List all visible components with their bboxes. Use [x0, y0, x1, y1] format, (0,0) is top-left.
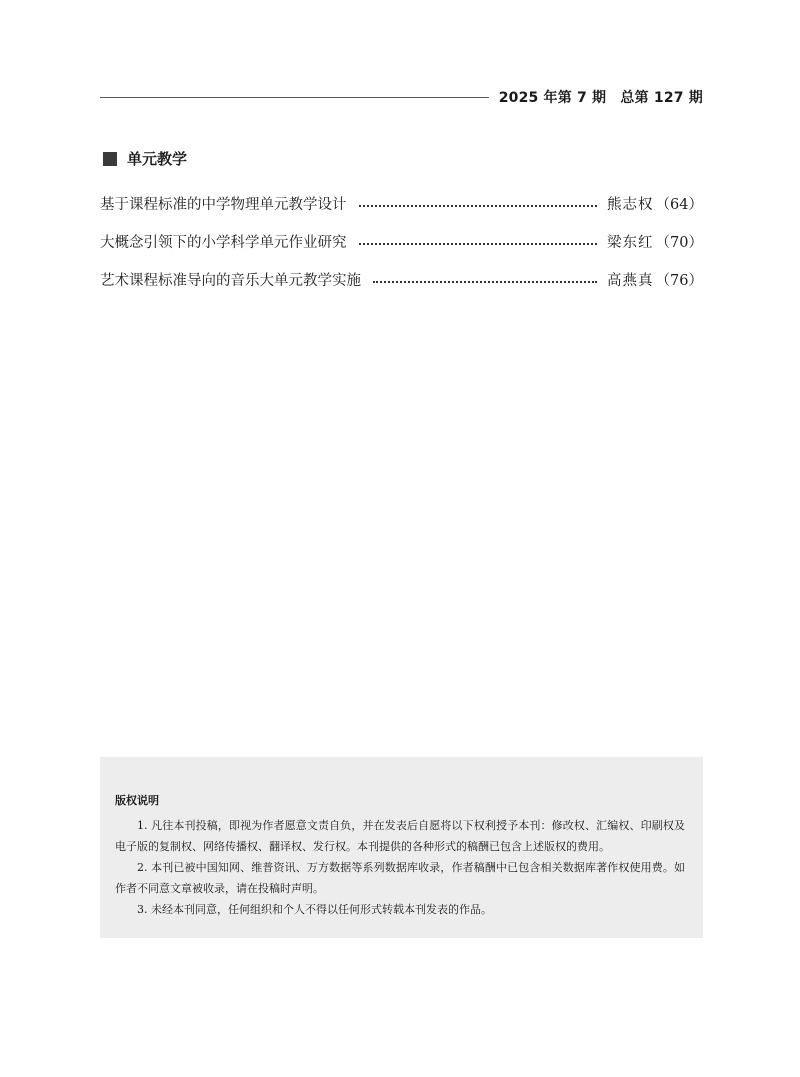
- toc-entry[interactable]: [100, 260, 703, 298]
- copyright-paragraph: 3. 未经本刊同意，任何组织和个人不得以任何形式转载本刊发表的作品。: [137, 903, 492, 916]
- square-bullet-icon: [103, 152, 117, 166]
- toc-entry-author: 高燕真: [607, 272, 654, 289]
- toc-entry-author: 熊志权: [607, 196, 654, 213]
- toc-entry-title: 大概念引领下的小学科学单元作业研究: [100, 234, 347, 251]
- table-of-contents: [100, 184, 703, 298]
- copyright-title: 版权说明: [115, 794, 159, 807]
- copyright-paragraph: 1. 凡往本刊投稿，即视为作者愿意文责自负，并在发表后自愿将以下权利授予本刊：修改权、汇编权、印刷权及电子版的复制权、网络传播权、翻译权、发行权。本刊提供的各种形式的稿酬已包含上述版权的费用。: [115, 819, 685, 853]
- toc-entry-page: （70）: [655, 234, 703, 251]
- copyright-notice: [100, 757, 703, 938]
- page-header: [100, 86, 703, 108]
- toc-entry-page: （76）: [655, 272, 703, 289]
- header-rule: [100, 97, 489, 98]
- issue-number: 2025 年第 7 期 总第 127 期: [498, 90, 703, 106]
- section-title: 单元教学: [127, 150, 188, 168]
- toc-entry-page: （64）: [655, 196, 703, 213]
- toc-entry[interactable]: [100, 222, 703, 260]
- copyright-paragraph: 2. 本刊已被中国知网、维普资讯、万方数据等系列数据库收录，作者稿酬中已包含相关数据库著作权使用费。如作者不同意文章被收录，请在投稿时声明。: [115, 861, 685, 895]
- toc-entry-title: 基于课程标准的中学物理单元教学设计: [100, 196, 347, 213]
- toc-entry[interactable]: [100, 184, 703, 222]
- toc-entry-author: 梁东红: [607, 234, 654, 251]
- section-heading: [103, 148, 187, 169]
- toc-leader-dots: [373, 281, 597, 283]
- toc-leader-dots: [359, 205, 598, 207]
- toc-entry-title: 艺术课程标准导向的音乐大单元教学实施: [100, 272, 361, 289]
- toc-leader-dots: [359, 243, 598, 245]
